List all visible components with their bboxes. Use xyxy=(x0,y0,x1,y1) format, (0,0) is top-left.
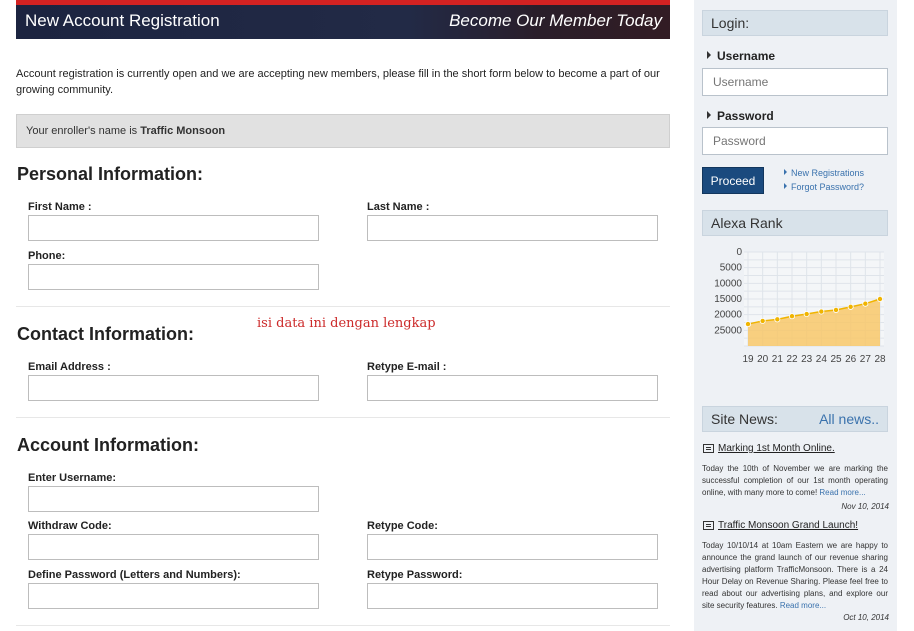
chart-point xyxy=(833,307,838,312)
section-divider xyxy=(16,417,670,418)
page-title: New Account Registration xyxy=(25,11,220,30)
main-content xyxy=(16,0,670,631)
username-input[interactable] xyxy=(28,486,319,512)
section-divider xyxy=(16,306,670,307)
news-item-title[interactable]: Marking 1st Month Online. xyxy=(718,443,835,454)
alexa-chart xyxy=(702,240,892,370)
chart-x-tick-label: 28 xyxy=(874,354,886,365)
news-item-body xyxy=(702,463,888,499)
withdraw-code-input[interactable] xyxy=(28,534,319,560)
chart-x-tick-label: 27 xyxy=(859,354,871,365)
chart-x-tick-label: 23 xyxy=(801,354,813,365)
section-divider xyxy=(16,625,670,626)
news-header xyxy=(702,406,888,432)
password-label: Define Password (Letters and Numbers): xyxy=(28,569,241,581)
triangle-right-icon xyxy=(784,183,787,189)
chart-y-tick-label: 10000 xyxy=(714,278,742,290)
chart-point xyxy=(877,296,882,301)
triangle-right-icon xyxy=(707,51,711,59)
username-label: Enter Username: xyxy=(28,472,117,484)
phone-input[interactable] xyxy=(28,264,319,290)
enroller-name: Traffic Monsoon xyxy=(140,125,226,137)
chart-point xyxy=(789,314,794,319)
login-password-input[interactable] xyxy=(702,127,888,155)
sidebar-password-label xyxy=(707,109,774,123)
phone-label: Phone: xyxy=(28,250,66,262)
annotation-note: isi data ini dengan lengkap xyxy=(257,316,436,331)
first-name-label: First Name : xyxy=(28,201,92,213)
chart-point xyxy=(863,301,868,306)
all-news-link[interactable]: All news.. xyxy=(819,411,879,427)
forgot-password-text: Forgot Password? xyxy=(791,182,865,192)
triangle-right-icon xyxy=(707,111,711,119)
forgot-password-link[interactable] xyxy=(784,182,864,192)
chart-y-tick-label: 5000 xyxy=(719,262,742,274)
chart-x-tick-label: 19 xyxy=(742,354,754,365)
triangle-right-icon xyxy=(784,169,787,175)
chart-y-tick-label: 15000 xyxy=(714,294,742,305)
last-name-label: Last Name : xyxy=(367,201,430,213)
chart-point xyxy=(745,321,750,326)
email-label: Email Address : xyxy=(28,361,111,373)
news-item-body-text: Today 10/10/14 at 10am Eastern we are happy to announce the grand launch of our revenue sharing advertising platform TrafficMonsoon. There is a 24 Hour Delay on Revenue Sharing. Please feel free to read about our advertising plans, and explore our site security features. xyxy=(702,541,888,610)
chart-x-tick-label: 25 xyxy=(830,354,842,365)
enroller-box xyxy=(16,114,670,148)
retype-email-input[interactable] xyxy=(367,375,658,401)
login-header xyxy=(702,10,888,36)
registration-banner xyxy=(16,0,670,39)
chart-point xyxy=(819,309,824,314)
login-title: Login: xyxy=(711,15,750,31)
alexa-header xyxy=(702,210,888,236)
new-registrations-text: New Registrations xyxy=(791,168,865,178)
new-registrations-link[interactable] xyxy=(784,168,864,178)
read-more-link[interactable]: Read more... xyxy=(819,488,866,497)
alexa-title: Alexa Rank xyxy=(711,215,783,231)
chart-x-tick-label: 24 xyxy=(815,354,827,365)
email-input[interactable] xyxy=(28,375,319,401)
news-item-title[interactable]: Traffic Monsoon Grand Launch! xyxy=(718,520,859,531)
chart-point xyxy=(848,304,853,309)
retype-code-input[interactable] xyxy=(367,534,658,560)
intro-text: Account registration is currently open and we are accepting new members, please fill in the short form below to become a part of our growing community. xyxy=(16,68,660,96)
chart-x-tick-label: 26 xyxy=(845,354,857,365)
sidebar-username-label xyxy=(707,49,775,63)
news-item-body-text: Today the 10th of November we are marking the successful completion of our 1st month operating online, with many more to come! xyxy=(702,464,888,497)
chart-y-tick-label: 25000 xyxy=(714,325,742,337)
chart-point xyxy=(804,311,809,316)
first-name-input[interactable] xyxy=(28,215,319,241)
chart-x-tick-label: 22 xyxy=(786,354,798,365)
login-username-input[interactable] xyxy=(702,68,888,96)
news-title: Site News: xyxy=(711,411,778,427)
sidebar xyxy=(694,0,897,631)
enroller-prefix: Your enroller's name is xyxy=(26,125,138,137)
read-more-link[interactable]: Read more... xyxy=(779,601,827,610)
section-title-contact: Contact Information: xyxy=(17,324,194,344)
chart-x-tick-label: 20 xyxy=(757,354,769,365)
chart-x-tick-label: 21 xyxy=(771,354,783,365)
chart-point xyxy=(760,318,765,323)
retype-password-input[interactable] xyxy=(367,583,658,609)
newspaper-icon xyxy=(703,444,714,453)
last-name-input[interactable] xyxy=(367,215,658,241)
chart-point xyxy=(775,317,780,322)
chart-y-tick-label: 0 xyxy=(736,247,742,258)
section-title-personal: Personal Information: xyxy=(17,164,204,184)
withdraw-code-label: Withdraw Code: xyxy=(28,520,112,532)
chart-y-tick-label: 20000 xyxy=(714,309,742,321)
password-input[interactable] xyxy=(28,583,319,609)
banner-tagline: Become Our Member Today xyxy=(449,11,662,30)
section-title-account: Account Information: xyxy=(17,435,199,455)
sidebar-password-label-text: Password xyxy=(717,109,774,123)
sidebar-username-label-text: Username xyxy=(717,49,776,63)
retype-code-label: Retype Code: xyxy=(367,520,438,532)
news-item-date: Oct 10, 2014 xyxy=(843,613,889,622)
alexa-chart-svg xyxy=(702,240,892,370)
retype-email-label: Retype E-mail : xyxy=(367,361,447,373)
news-item-body xyxy=(702,540,888,612)
news-item-date: Nov 10, 2014 xyxy=(841,502,889,511)
proceed-button[interactable]: Proceed xyxy=(702,167,764,194)
retype-password-label: Retype Password: xyxy=(367,569,463,581)
newspaper-icon xyxy=(703,521,714,530)
